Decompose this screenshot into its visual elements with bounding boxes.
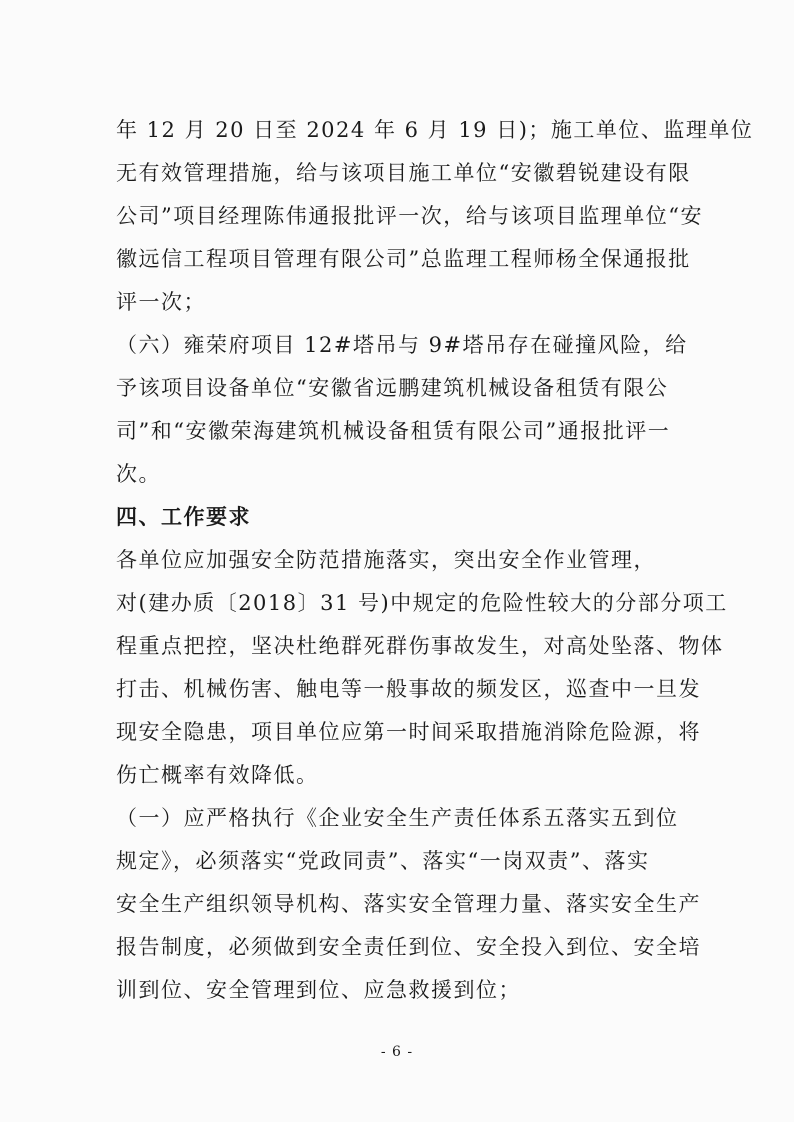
page-number: - 6 - (380, 1044, 414, 1060)
body-line: 各单位应加强安全防范措施落实，突出安全作业管理， (116, 548, 656, 572)
body-line: 年 12 月 20 日至 2024 年 6 月 19 日)；施工单位、监理单位 (116, 118, 754, 142)
body-line: 训到位、安全管理到位、应急救援到位； (116, 978, 521, 1002)
body-line: 安全生产组织领导机构、落实安全管理力量、落实安全生产 (116, 892, 701, 916)
body-line: 报告制度，必须做到安全责任到位、安全投入到位、安全培 (116, 935, 701, 959)
body-line: 程重点把控，坚决杜绝群死群伤事故发生，对高处坠落、物体 (116, 634, 724, 658)
body-line: 规定》，必须落实“党政同责”、落实“一岗双责”、落实 (116, 849, 650, 873)
body-line: 无有效管理措施，给与该项目施工单位“安徽碧锐建设有限 (116, 161, 691, 185)
body-line: 次。 (116, 462, 161, 486)
section-heading: 四、工作要求 (116, 505, 251, 529)
body-line: 打击、机械伤害、触电等一般事故的频发区，巡查中一旦发 (116, 677, 701, 701)
body-line: 伤亡概率有效降低。 (116, 763, 319, 787)
body-line: 徽远信工程项目管理有限公司”总监理工程师杨全保通报批 (116, 247, 691, 271)
body-line: 司”和“安徽荣海建筑机械设备租赁有限公司”通报批评一 (116, 419, 671, 443)
body-line: 现安全隐患，项目单位应第一时间采取措施消除危险源，将 (116, 720, 701, 744)
body-line: 予该项目设备单位“安徽省远鹏建筑机械设备租赁有限公 (116, 376, 669, 400)
body-line: 对(建办质〔2018〕31 号)中规定的危险性较大的分部分项工 (116, 591, 728, 615)
body-line: （六）雍荣府项目 12#塔吊与 9#塔吊存在碰撞风险，给 (116, 333, 688, 357)
body-line: （一）应严格执行《企业安全生产责任体系五落实五到位 (116, 806, 679, 830)
body-line: 公司”项目经理陈伟通报批评一次，给与该项目监理单位“安 (116, 204, 703, 228)
body-line: 评一次； (116, 290, 206, 314)
